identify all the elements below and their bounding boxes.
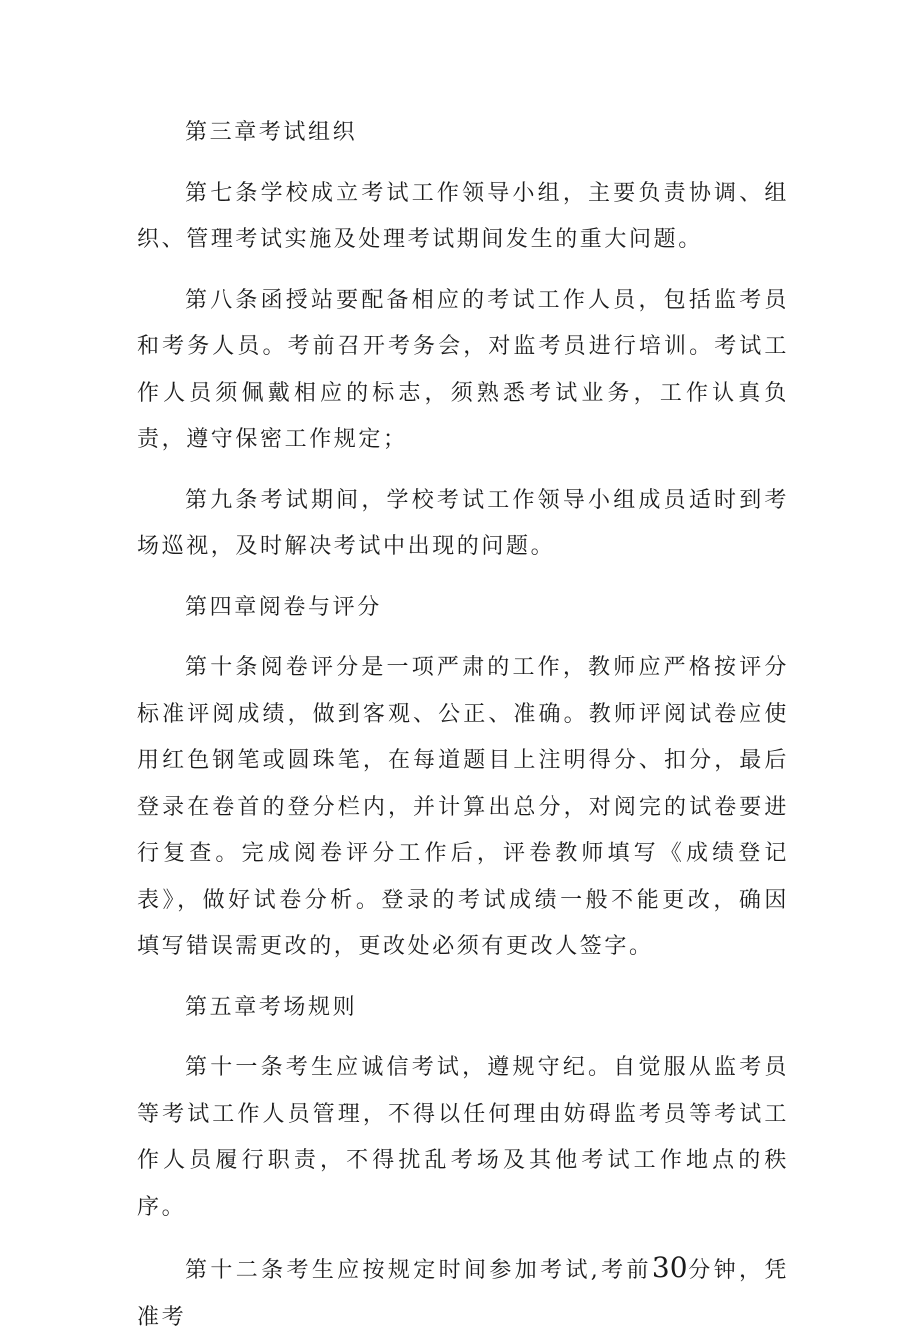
article-9: 第九条考试期间，学校考试工作领导小组成员适时到考场巡视，及时解决考试中出现的问题。 — [137, 487, 789, 559]
chapter-heading-5: 第五章考场规则 — [185, 994, 358, 1020]
article-12-minutes-number: 30 — [651, 1251, 688, 1284]
paragraph-gap — [137, 971, 789, 985]
article-8: 第八条函授站要配备相应的考试工作人员，包括监考员和考务人员。考前召开考务会，对监考员进行培训。考试工作人员须佩戴相应的标志，须熟悉考试业务，工作认真负责，遵守保密工作规定； — [137, 287, 789, 452]
article-12-text-end: 分钟，凭准考 — [137, 1258, 789, 1330]
paragraph-gap — [137, 464, 789, 478]
article-11: 第十一条考生应诚信考试，遵规守纪。自觉服从监考员等考试工作人员管理，不得以任何理由妨碍监考员等考试工作人员履行职责，不得扰乱考场及其他考试工作地点的秩序。 — [137, 1055, 789, 1220]
article-7: 第七条学校成立考试工作领导小组，主要负责协调、组织、管理考试实施及处理考试期间发生的重大问题。 — [137, 180, 789, 252]
paragraph-gap — [137, 1031, 789, 1045]
article-12-text-start: 第十二条考生应按规定时间参加考试,考前 — [185, 1258, 652, 1283]
article-10: 第十条阅卷评分是一项严肃的工作，教师应严格按评分标准评阅成绩，做到客观、公正、准确。教师评阅试卷应使用红色钢笔或圆珠笔，在每道题目上注明得分、扣分，最后登录在卷首的登分栏内，并计算出总分，对阅完的试卷要进行复查。完成阅卷评分工作后，评卷教师填写《成绩登记表》，做好试卷分析。登录的考试成绩一般不能更改，确因填写错误需更改的，更改处必须有更改人签字。 — [137, 655, 789, 959]
paragraph-gap — [137, 631, 789, 645]
paragraph-gap — [137, 571, 789, 585]
paragraph-gap — [137, 264, 789, 278]
chapter-heading-4: 第四章阅卷与评分 — [185, 594, 382, 620]
paragraph-gap — [137, 157, 789, 171]
article-12 — [137, 1245, 789, 1341]
document-body — [137, 110, 789, 1341]
chapter-heading-3: 第三章考试组织 — [185, 120, 358, 145]
paragraph-gap — [137, 1231, 789, 1245]
